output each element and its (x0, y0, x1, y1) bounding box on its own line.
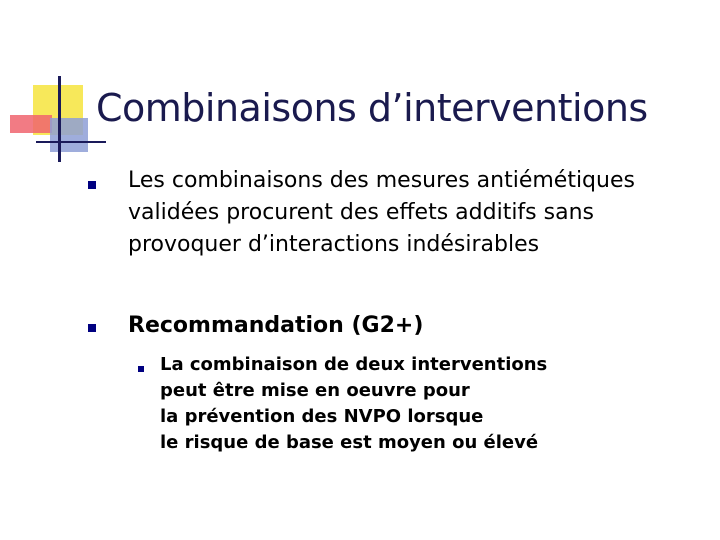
bullet-square-icon (88, 181, 96, 189)
sub-line-1: La combinaison de deux interventions (160, 354, 548, 375)
sub-line-3: la prévention des NVPO lorsque (160, 406, 484, 427)
sub-bullet-square-icon (138, 366, 144, 372)
sub-line-4: le risque de base est moyen ou élevé (160, 432, 539, 453)
template-logo-graphic (0, 0, 110, 170)
bullet-1-line-1: Les combinaisons des mesures antiémétiques (128, 168, 635, 193)
sub-line-2: peut être mise en oeuvre pour (160, 380, 470, 401)
logo-blue-square (50, 118, 88, 152)
logo-vertical-line (58, 76, 61, 162)
bullet-1-line-3: provoquer d’interactions indésirables (128, 232, 540, 257)
bullet-square-icon (88, 324, 96, 332)
recommendation-text (160, 352, 680, 456)
slide-title: Combinaisons d’interventions (96, 86, 648, 130)
bullet-text-1 (128, 165, 708, 261)
recommendation-heading: Recommandation (G2+) (128, 313, 424, 338)
bullet-1-line-2: validées procurent des effets additifs sans (128, 200, 594, 225)
logo-red-bar (10, 115, 52, 133)
logo-horizontal-line (36, 141, 106, 143)
